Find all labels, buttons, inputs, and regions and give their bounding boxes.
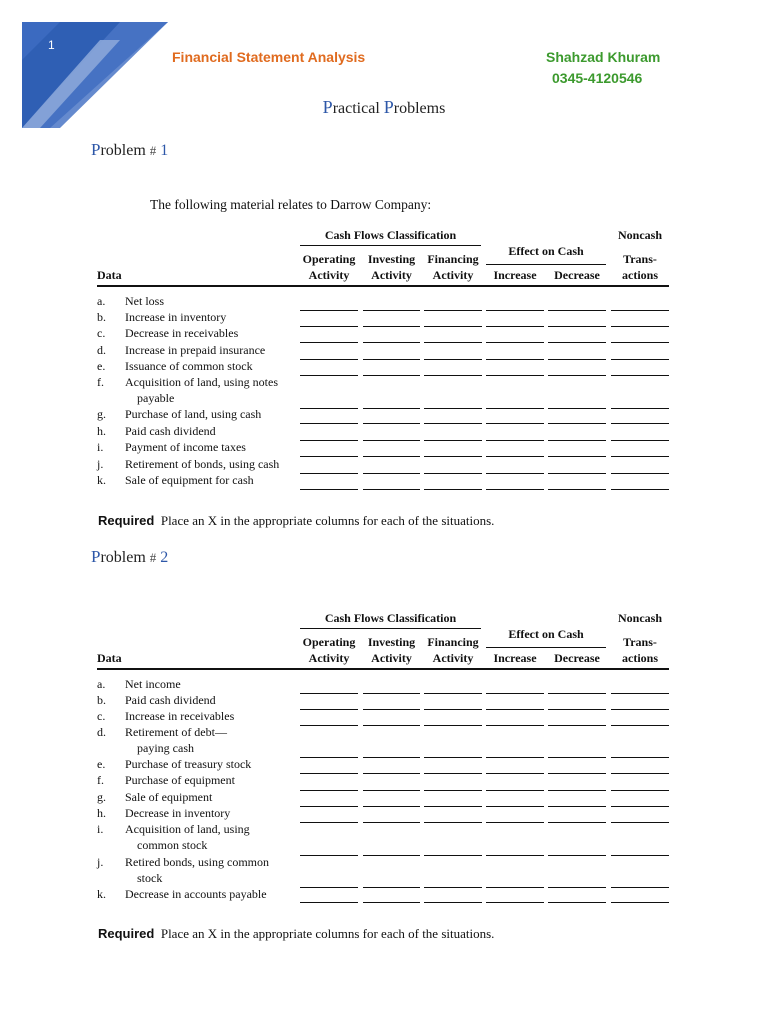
p1-blank-investing[interactable]	[363, 440, 420, 441]
item-text: Sale of equipment	[125, 790, 213, 804]
p2-blank-decrease[interactable]	[548, 902, 606, 903]
item-letter: f.	[97, 773, 104, 787]
p2-blank-financing[interactable]	[424, 773, 482, 774]
p2-blank-investing[interactable]	[363, 855, 420, 856]
item-letter: j.	[97, 457, 104, 471]
p2-blank-operating[interactable]	[300, 709, 358, 710]
p2-effect-on-cash-label: Effect on Cash	[508, 627, 584, 641]
p2-operating-activity-label: Activity	[308, 651, 350, 665]
item-letter: j.	[97, 855, 104, 869]
p1-blank-increase[interactable]	[486, 408, 544, 409]
p2-blank-operating[interactable]	[300, 887, 358, 888]
item-text: Increase in prepaid insurance	[125, 343, 266, 357]
item-text-continued: payable	[137, 391, 175, 405]
p1-blank-increase[interactable]	[486, 326, 544, 327]
p1-blank-financing[interactable]	[424, 440, 482, 441]
p2-decrease-label: Decrease	[554, 651, 600, 665]
p2-blank-increase[interactable]	[486, 902, 544, 903]
p2-blank-investing[interactable]	[363, 693, 420, 694]
p1-blank-operating[interactable]	[300, 342, 358, 343]
p1-blank-investing[interactable]	[363, 489, 420, 490]
p2-increase-label: Increase	[493, 651, 537, 665]
item-letter: a.	[97, 294, 106, 308]
item-text: Decrease in accounts payable	[125, 887, 267, 901]
p1-blank-noncash[interactable]	[611, 456, 669, 457]
p2-blank-noncash[interactable]	[611, 725, 669, 726]
p1-blank-decrease[interactable]	[548, 375, 606, 376]
p1-blank-decrease[interactable]	[548, 423, 606, 424]
p2-blank-noncash[interactable]	[611, 806, 669, 807]
p2-blank-increase[interactable]	[486, 693, 544, 694]
p1-blank-investing[interactable]	[363, 456, 420, 457]
p1-blank-financing[interactable]	[424, 456, 482, 457]
p1-financing-activity-label: Activity	[432, 268, 474, 282]
p2-blank-investing[interactable]	[363, 709, 420, 710]
p2-blank-noncash[interactable]	[611, 902, 669, 903]
p2-blank-increase[interactable]	[486, 757, 544, 758]
p1-blank-investing[interactable]	[363, 423, 420, 424]
p2-blank-financing[interactable]	[424, 887, 482, 888]
p1-blank-noncash[interactable]	[611, 359, 669, 360]
p1-blank-operating[interactable]	[300, 473, 358, 474]
item-text: Acquisition of land, using notes	[125, 375, 278, 389]
p1-blank-noncash[interactable]	[611, 375, 669, 376]
p2-blank-investing[interactable]	[363, 902, 420, 903]
p2-blank-decrease[interactable]	[548, 822, 606, 823]
p1-blank-financing[interactable]	[424, 310, 482, 311]
p1-blank-noncash[interactable]	[611, 310, 669, 311]
p1-blank-financing[interactable]	[424, 423, 482, 424]
p1-blank-increase[interactable]	[486, 456, 544, 457]
p2-blank-decrease[interactable]	[548, 855, 606, 856]
p1-blank-operating[interactable]	[300, 440, 358, 441]
p1-blank-increase[interactable]	[486, 473, 544, 474]
item-text: Retired bonds, using common	[125, 855, 269, 869]
p2-financing-activity-label: Activity	[432, 651, 474, 665]
item-text: Purchase of equipment	[125, 773, 235, 787]
item-text: Decrease in inventory	[125, 806, 231, 820]
p2-blank-increase[interactable]	[486, 855, 544, 856]
p2-data-label: Data	[97, 651, 122, 665]
p1-blank-operating[interactable]	[300, 408, 358, 409]
p1-blank-noncash[interactable]	[611, 326, 669, 327]
item-text: Retirement of bonds, using cash	[125, 457, 280, 471]
p2-blank-increase[interactable]	[486, 790, 544, 791]
p2-blank-noncash[interactable]	[611, 822, 669, 823]
p2-group-cash-flows-label: Cash Flows Classification	[324, 611, 457, 625]
p1-header-rule	[97, 285, 669, 287]
item-letter: i.	[97, 822, 104, 836]
item-text: Purchase of treasury stock	[125, 757, 252, 771]
item-text: Increase in inventory	[125, 310, 227, 324]
p1-blank-investing[interactable]	[363, 310, 420, 311]
item-letter: k.	[97, 473, 106, 487]
p1-blank-investing[interactable]	[363, 326, 420, 327]
p2-financing-label: Financing	[427, 635, 479, 649]
problem1-intro: The following material relates to Darrow Company:	[150, 197, 432, 212]
p1-blank-noncash[interactable]	[611, 408, 669, 409]
p2-blank-financing[interactable]	[424, 790, 482, 791]
header-author: Shahzad Khuram	[546, 49, 661, 65]
p1-blank-operating[interactable]	[300, 375, 358, 376]
p1-blank-decrease[interactable]	[548, 440, 606, 441]
p1-blank-financing[interactable]	[424, 326, 482, 327]
p2-blank-operating[interactable]	[300, 725, 358, 726]
p2-blank-operating[interactable]	[300, 693, 358, 694]
p2-blank-decrease[interactable]	[548, 709, 606, 710]
p2-blank-investing[interactable]	[363, 887, 420, 888]
p2-group-rule	[300, 628, 481, 629]
p1-blank-operating[interactable]	[300, 423, 358, 424]
p2-noncash-label: Noncash	[617, 611, 662, 625]
p2-blank-financing[interactable]	[424, 902, 482, 903]
item-text: Purchase of land, using cash	[125, 407, 262, 421]
item-letter: d.	[97, 343, 106, 357]
p1-blank-investing[interactable]	[363, 375, 420, 376]
p1-decrease-label: Decrease	[554, 268, 600, 282]
item-letter: e.	[97, 359, 106, 373]
item-text: Acquisition of land, using	[125, 822, 250, 836]
p1-actions-label: actions	[622, 268, 658, 282]
p2-blank-decrease[interactable]	[548, 790, 606, 791]
p1-blank-noncash[interactable]	[611, 473, 669, 474]
p2-blank-noncash[interactable]	[611, 855, 669, 856]
header-phone: 0345-4120546	[552, 70, 643, 86]
item-text: Sale of equipment for cash	[125, 473, 254, 487]
p1-effect-rule	[486, 264, 606, 265]
p2-actions-label: actions	[622, 651, 658, 665]
problem1-required: Required Place an X in the appropriate columns for each of the situations.	[98, 513, 495, 528]
item-letter: a.	[97, 677, 106, 691]
p1-blank-operating[interactable]	[300, 489, 358, 490]
p2-blank-financing[interactable]	[424, 822, 482, 823]
item-letter: k.	[97, 887, 106, 901]
item-text: Paid cash dividend	[125, 424, 216, 438]
p2-blank-decrease[interactable]	[548, 757, 606, 758]
p2-blank-investing[interactable]	[363, 822, 420, 823]
p2-blank-increase[interactable]	[486, 709, 544, 710]
p1-blank-operating[interactable]	[300, 456, 358, 457]
p2-blank-increase[interactable]	[486, 887, 544, 888]
p2-blank-decrease[interactable]	[548, 773, 606, 774]
p2-blank-operating[interactable]	[300, 773, 358, 774]
p1-blank-decrease[interactable]	[548, 489, 606, 490]
p2-blank-decrease[interactable]	[548, 725, 606, 726]
p1-group-cash-flows-label: Cash Flows Classification	[324, 228, 457, 242]
problem1-table	[97, 229, 669, 494]
item-letter: g.	[97, 790, 106, 804]
problem2-heading: Problem # 2	[91, 547, 169, 566]
p2-blank-noncash[interactable]	[611, 790, 669, 791]
p1-operating-label: Operating	[302, 252, 356, 266]
p1-blank-increase[interactable]	[486, 359, 544, 360]
problem1-heading: Problem # 1	[91, 140, 169, 159]
p2-investing-activity-label: Activity	[371, 651, 412, 665]
item-text: Decrease in receivables	[125, 326, 239, 340]
item-text: Increase in receivables	[125, 709, 235, 723]
p1-blank-increase[interactable]	[486, 310, 544, 311]
p2-blank-investing[interactable]	[363, 790, 420, 791]
p2-blank-noncash[interactable]	[611, 693, 669, 694]
p2-trans-label: Trans-	[623, 635, 657, 649]
page-number: 1	[48, 38, 55, 52]
p1-investing-label: Investing	[367, 252, 416, 266]
p2-header-rule	[97, 668, 669, 670]
item-letter: b.	[97, 310, 106, 324]
p2-blank-financing[interactable]	[424, 855, 482, 856]
p2-blank-noncash[interactable]	[611, 709, 669, 710]
item-text: Paid cash dividend	[125, 693, 216, 707]
p1-data-label: Data	[97, 268, 122, 282]
p1-blank-decrease[interactable]	[548, 473, 606, 474]
p1-blank-financing[interactable]	[424, 375, 482, 376]
item-text: Net loss	[125, 294, 164, 308]
p2-blank-noncash[interactable]	[611, 757, 669, 758]
p1-group-rule	[300, 245, 481, 246]
p1-blank-financing[interactable]	[424, 473, 482, 474]
p2-blank-financing[interactable]	[424, 693, 482, 694]
p1-blank-operating[interactable]	[300, 310, 358, 311]
item-letter: c.	[97, 326, 106, 340]
item-letter: f.	[97, 375, 104, 389]
p2-blank-investing[interactable]	[363, 773, 420, 774]
p2-blank-financing[interactable]	[424, 806, 482, 807]
p1-blank-noncash[interactable]	[611, 440, 669, 441]
p1-blank-decrease[interactable]	[548, 456, 606, 457]
p1-blank-decrease[interactable]	[548, 326, 606, 327]
p1-blank-investing[interactable]	[363, 342, 420, 343]
p1-noncash-label: Noncash	[617, 228, 662, 242]
item-letter: d.	[97, 725, 106, 739]
problem2-required: Required Place an X in the appropriate columns for each of the situations.	[98, 926, 495, 941]
p1-investing-activity-label: Activity	[371, 268, 412, 282]
p1-blank-investing[interactable]	[363, 408, 420, 409]
p2-blank-operating[interactable]	[300, 790, 358, 791]
p1-blank-noncash[interactable]	[611, 423, 669, 424]
p1-blank-decrease[interactable]	[548, 310, 606, 311]
item-letter: b.	[97, 693, 106, 707]
p2-blank-operating[interactable]	[300, 855, 358, 856]
p2-blank-investing[interactable]	[363, 757, 420, 758]
p1-increase-label: Increase	[493, 268, 537, 282]
p1-operating-activity-label: Activity	[308, 268, 350, 282]
p1-blank-increase[interactable]	[486, 489, 544, 490]
p2-blank-decrease[interactable]	[548, 806, 606, 807]
header-title: Financial Statement Analysis	[172, 49, 366, 65]
item-text-continued: paying cash	[137, 741, 194, 755]
p2-blank-noncash[interactable]	[611, 773, 669, 774]
p1-blank-investing[interactable]	[363, 473, 420, 474]
p2-blank-increase[interactable]	[486, 725, 544, 726]
p1-blank-noncash[interactable]	[611, 489, 669, 490]
p2-blank-decrease[interactable]	[548, 887, 606, 888]
p2-blank-investing[interactable]	[363, 806, 420, 807]
p1-blank-increase[interactable]	[486, 440, 544, 441]
item-text-continued: common stock	[137, 838, 208, 852]
item-letter: c.	[97, 709, 106, 723]
p2-blank-increase[interactable]	[486, 773, 544, 774]
p1-blank-noncash[interactable]	[611, 342, 669, 343]
p2-blank-increase[interactable]	[486, 822, 544, 823]
item-letter: h.	[97, 424, 106, 438]
p2-blank-financing[interactable]	[424, 725, 482, 726]
p1-blank-increase[interactable]	[486, 375, 544, 376]
p1-blank-decrease[interactable]	[548, 342, 606, 343]
p1-trans-label: Trans-	[623, 252, 657, 266]
p1-blank-financing[interactable]	[424, 342, 482, 343]
p1-blank-decrease[interactable]	[548, 408, 606, 409]
p2-blank-operating[interactable]	[300, 757, 358, 758]
item-letter: h.	[97, 806, 106, 820]
p1-blank-operating[interactable]	[300, 359, 358, 360]
item-letter: i.	[97, 440, 104, 454]
p2-operating-label: Operating	[302, 635, 356, 649]
p2-blank-operating[interactable]	[300, 822, 358, 823]
p1-blank-decrease[interactable]	[548, 359, 606, 360]
item-letter: e.	[97, 757, 106, 771]
problem2-table	[97, 612, 669, 907]
item-text: Issuance of common stock	[125, 359, 253, 373]
item-text-continued: stock	[137, 871, 163, 885]
p2-blank-increase[interactable]	[486, 806, 544, 807]
item-text: Net income	[125, 677, 181, 691]
p1-blank-financing[interactable]	[424, 359, 482, 360]
p2-investing-label: Investing	[367, 635, 416, 649]
item-text: Retirement of debt—	[125, 725, 227, 739]
p1-blank-investing[interactable]	[363, 359, 420, 360]
p1-blank-financing[interactable]	[424, 408, 482, 409]
p1-blank-increase[interactable]	[486, 342, 544, 343]
p2-blank-investing[interactable]	[363, 725, 420, 726]
p1-blank-increase[interactable]	[486, 423, 544, 424]
p1-effect-on-cash-label: Effect on Cash	[508, 244, 584, 258]
p1-blank-financing[interactable]	[424, 489, 482, 490]
section-title: Practical Problems	[322, 97, 446, 117]
p2-blank-operating[interactable]	[300, 902, 358, 903]
p1-financing-label: Financing	[427, 252, 479, 266]
p2-blank-operating[interactable]	[300, 806, 358, 807]
p2-blank-decrease[interactable]	[548, 693, 606, 694]
item-letter: g.	[97, 407, 106, 421]
p2-blank-noncash[interactable]	[611, 887, 669, 888]
p2-effect-rule	[486, 647, 606, 648]
item-text: Payment of income taxes	[125, 440, 246, 454]
p1-blank-operating[interactable]	[300, 326, 358, 327]
p2-blank-financing[interactable]	[424, 757, 482, 758]
p2-blank-financing[interactable]	[424, 709, 482, 710]
